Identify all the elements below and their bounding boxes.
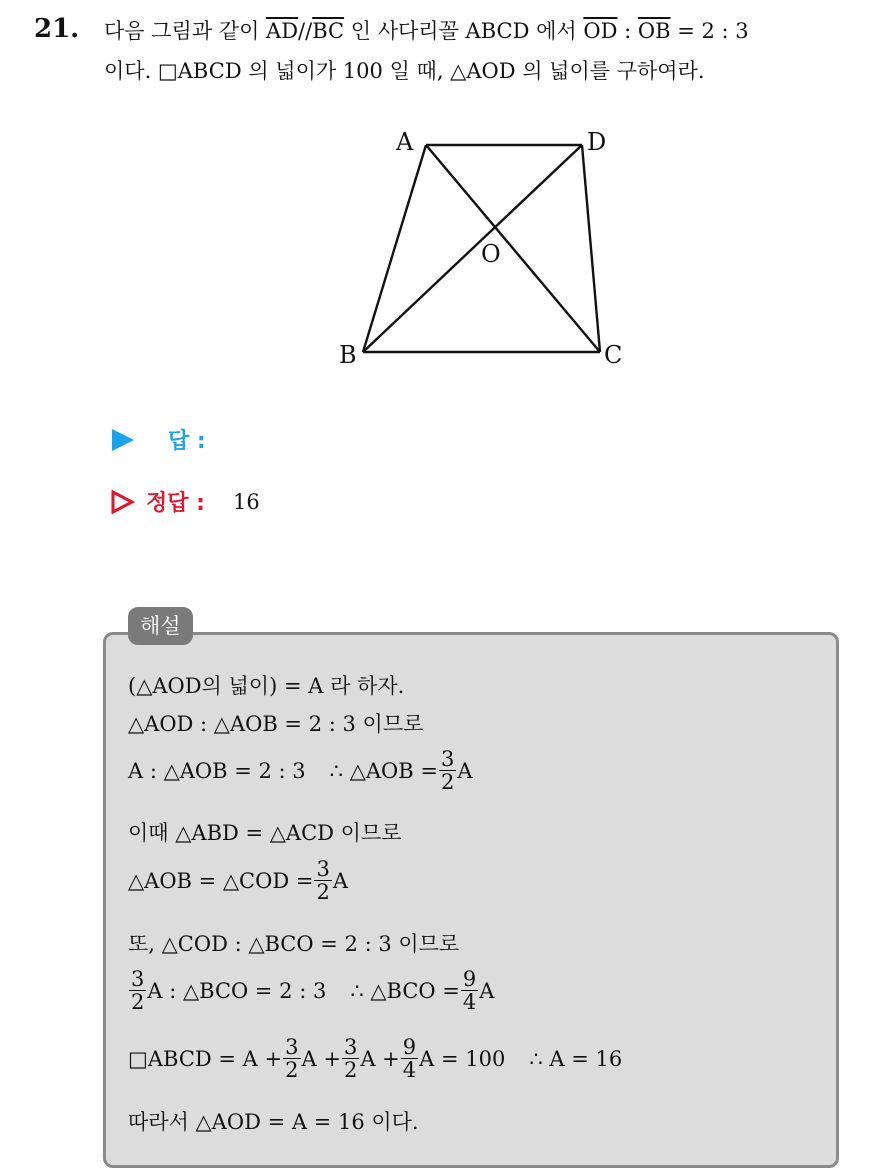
solution-text: △AOB = △COD = — [128, 868, 314, 893]
fraction — [129, 968, 146, 1013]
solution-text: A + — [360, 1046, 400, 1071]
fraction-denominator: 2 — [131, 990, 145, 1015]
segment-ad: $\overline{AD}$ — [266, 19, 299, 43]
fraction — [461, 968, 478, 1013]
solution-text: ∴ △BCO = — [350, 978, 460, 1003]
fraction-numerator: 3 — [316, 857, 330, 881]
parallel-sign: // — [298, 19, 313, 43]
solution-text: A — [457, 758, 473, 783]
label-c: C — [604, 341, 623, 369]
solution-text: A : △AOB = 2 : 3 — [128, 758, 306, 783]
solution-text: A + — [301, 1046, 341, 1071]
trapezoid-diagram — [320, 120, 640, 380]
solution-text: A — [479, 978, 495, 1003]
segment-bc: $\overline{BC}$ — [312, 19, 345, 43]
question-text: 인 사다리꼴 ABCD 에서 — [344, 19, 584, 43]
ratio-value: = 2 : 3 — [670, 19, 749, 43]
segment-od: $\overline{OD}$ — [583, 19, 618, 43]
solution-text: ∴ △AOB = — [329, 758, 438, 783]
solution-text: A : △BCO = 2 : 3 — [147, 978, 327, 1003]
question-line-1 — [104, 16, 749, 46]
solution-line-4: 이때 △ABD = △ACD 이므로 — [128, 821, 402, 845]
correct-answer-label: 정답 : — [146, 491, 205, 516]
solution-line-6: 또, △COD : △BCO = 2 : 3 이므로 — [128, 932, 460, 956]
solution-line-5 — [128, 858, 348, 903]
ratio-separator: : — [617, 19, 638, 43]
solution-text: A — [332, 868, 348, 893]
solution-text: □ABCD = A + — [128, 1046, 283, 1071]
solution-line-1: (△AOD의 넓이) = A 라 하자. — [128, 674, 405, 698]
fraction-numerator: 3 — [285, 1035, 299, 1059]
fraction — [314, 858, 331, 903]
fraction — [401, 1036, 418, 1081]
solution-line-9: 따라서 △AOD = A = 16 이다. — [128, 1110, 419, 1134]
fraction-denominator: 2 — [440, 770, 455, 795]
question-text: 다음 그림과 같이 — [104, 19, 267, 43]
solution-text: ∴ A = 16 — [529, 1046, 623, 1071]
play-arrow-filled-icon — [110, 428, 136, 452]
fraction-denominator: 4 — [402, 1058, 417, 1083]
fraction-denominator: 2 — [343, 1058, 358, 1083]
label-d: D — [587, 128, 607, 156]
fraction — [439, 748, 456, 793]
answer-row — [110, 424, 206, 455]
solution-text: A = 100 — [419, 1046, 506, 1071]
solution-line-7 — [128, 968, 494, 1013]
diagonal-ac — [426, 145, 600, 352]
fraction-numerator: 9 — [402, 1035, 417, 1059]
solution-tag: 해설 — [128, 607, 193, 645]
correct-answer-row — [110, 486, 260, 517]
answer-label: 답 : — [168, 429, 206, 454]
solution-line-8 — [128, 1036, 622, 1081]
solution-line-3 — [128, 748, 472, 793]
fraction-denominator: 2 — [285, 1058, 299, 1083]
fraction-numerator: 3 — [440, 747, 455, 771]
fraction-numerator: 3 — [343, 1035, 358, 1059]
label-o: O — [481, 240, 501, 268]
label-b: B — [339, 341, 357, 369]
fraction — [342, 1036, 359, 1081]
solution-line-2: △AOD : △AOB = 2 : 3 이므로 — [128, 712, 424, 736]
question-number: 21. — [34, 14, 80, 44]
edge-dc — [582, 145, 600, 352]
fraction-denominator: 2 — [316, 880, 330, 905]
fraction-numerator: 3 — [131, 967, 145, 991]
play-arrow-outline-icon — [110, 490, 136, 514]
label-a: A — [396, 128, 414, 156]
diagonal-bd — [363, 145, 582, 352]
fraction — [283, 1036, 300, 1081]
fraction-denominator: 4 — [462, 990, 477, 1015]
correct-answer-value: 16 — [232, 489, 260, 514]
segment-ob: $\overline{OB}$ — [637, 19, 671, 43]
fraction-numerator: 9 — [462, 967, 477, 991]
question-line-2: 이다. □ABCD 의 넓이가 100 일 때, △AOD 의 넓이를 구하여라. — [104, 59, 705, 83]
